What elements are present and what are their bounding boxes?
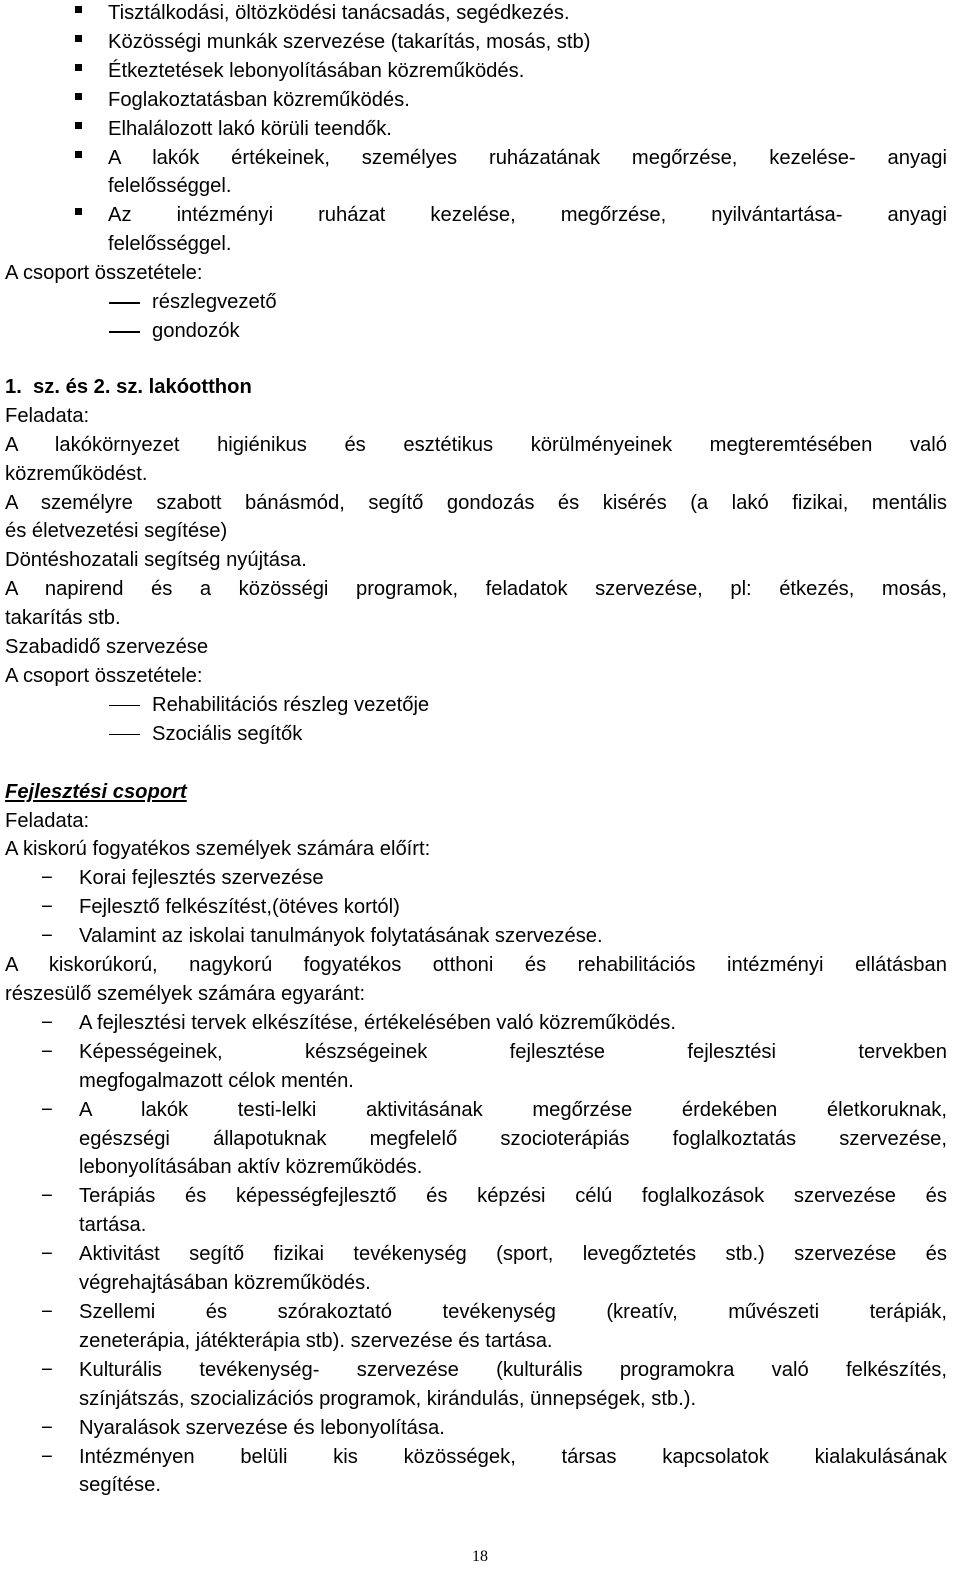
minus-bullet-icon: − — [41, 867, 53, 890]
list-item-text: Az intézményi ruházat kezelése, megőrzése, nyilvántartása- anyagi — [108, 204, 947, 227]
section-title: Fejlesztési csoport — [5, 780, 187, 803]
dash-bullet-icon — [109, 734, 140, 736]
list-item-text: Terápiás és képességfejlesztő és képzési célú foglalkozások szervezése és — [79, 1185, 947, 1208]
minus-bullet-icon: − — [41, 925, 53, 948]
list-item — [5, 1414, 947, 1443]
list-item — [5, 115, 947, 144]
list-item-text: Közösségi munkák szervezése (takarítás, mosás, stb) — [108, 30, 591, 53]
minus-bullet-icon: − — [41, 896, 53, 919]
square-bullet-icon — [75, 208, 82, 215]
minus-bullet-icon: − — [41, 1040, 53, 1063]
list-item — [5, 57, 947, 86]
list-item — [5, 1298, 947, 1327]
list-item-continuation: egészségi állapotuknak megfelelő szocioterápiás foglalkoztatás szervezése, — [79, 1127, 947, 1150]
paragraph-line: részesülő személyek számára egyaránt: — [5, 983, 366, 1005]
list-item-text: Étkeztetések lebonyolításában közreműködés. — [108, 59, 525, 82]
list-item — [5, 201, 947, 230]
list-item-text: Fejlesztő felkészítést,(ötéves kortól) — [79, 896, 400, 919]
minus-bullet-icon: − — [41, 1185, 53, 1208]
list-item-continuation: lebonyolításában aktív közreműködés. — [79, 1156, 423, 1179]
list-item-continuation: megfogalmazott célok mentén. — [79, 1069, 354, 1092]
group-composition-label: A csoport összetétele: — [5, 664, 203, 687]
list-item-continuation: zeneterápia, játékterápia stb). szervezése és tartása. — [79, 1329, 553, 1352]
member-text: Rehabilitációs részleg vezetője — [152, 693, 430, 716]
list-item-text: Aktivitást segítő fizikai tevékenység (sport, levegőztetés stb.) szervezése és — [79, 1243, 947, 1266]
list-item-text: Intézményen belüli kis közösségek, társas kapcsolatok kialakulásának — [79, 1445, 947, 1468]
list-item-text: Elhalálozott lakó körüli teendők. — [108, 117, 392, 140]
list-item — [5, 893, 947, 922]
list-item — [5, 1009, 947, 1038]
paragraph-line: Döntéshozatali segítség nyújtása. — [5, 549, 307, 572]
list-item-text: A fejlesztési tervek elkészítése, értékelésében való közreműködés. — [79, 1011, 676, 1034]
member-text: Szociális segítők — [152, 722, 303, 745]
list-item-text: Tisztálkodási, öltözködési tanácsadás, segédkezés. — [108, 2, 570, 24]
list-item — [5, 1096, 947, 1125]
paragraph-line: Szabadidő szervezése — [5, 636, 209, 659]
square-bullet-icon — [75, 151, 82, 158]
list-item — [5, 28, 947, 57]
paragraph-line: és életvezetési segítése) — [5, 520, 228, 543]
page-number: 18 — [472, 1548, 488, 1565]
member-item — [5, 317, 947, 346]
member-item — [5, 288, 947, 317]
list-item-continuation: felelősséggel. — [108, 233, 232, 256]
list-item — [5, 1038, 947, 1067]
square-bullet-icon — [75, 35, 82, 42]
paragraph-line: közreműködést. — [5, 462, 148, 485]
member-text: gondozók — [152, 319, 240, 342]
dash-bullet-icon — [109, 302, 140, 304]
square-bullet-icon — [75, 64, 82, 71]
minus-bullet-icon: − — [41, 1358, 53, 1381]
member-text: részlegvezető — [152, 291, 277, 314]
paragraph-line: A kiskorú fogyatékos személyek számára előírt: — [5, 838, 431, 861]
list-item — [5, 1182, 947, 1211]
minus-bullet-icon: − — [41, 1243, 53, 1266]
list-item — [5, 1443, 947, 1472]
member-item — [5, 720, 947, 749]
member-item — [5, 691, 947, 720]
paragraph-line: takarítás stb. — [5, 607, 121, 630]
dash-bullet-icon — [109, 705, 140, 707]
dash-bullet-icon — [109, 331, 140, 333]
list-item-continuation: végrehajtásában közreműködés. — [79, 1272, 371, 1295]
square-bullet-icon — [75, 6, 82, 13]
list-item — [5, 1356, 947, 1385]
list-item-text: A lakók értékeinek, személyes ruházatának megőrzése, kezelése- anyagi — [108, 146, 947, 169]
list-item-text: Nyaralások szervezése és lebonyolítása. — [79, 1416, 445, 1439]
minus-bullet-icon: − — [41, 1416, 53, 1439]
list-item — [5, 1240, 947, 1269]
list-item-continuation: segítése. — [79, 1474, 161, 1497]
list-item — [5, 86, 947, 115]
task-label: Feladata: — [5, 404, 90, 427]
list-item-continuation: felelősséggel. — [108, 175, 232, 198]
minus-bullet-icon: − — [41, 1098, 53, 1121]
paragraph-line: A személyre szabott bánásmód, segítő gondozás és kisérés (a lakó fizikai, mentális — [5, 491, 947, 514]
paragraph-line: A kiskorúkorú, nagykorú fogyatékos otthoni és rehabilitációs intézményi ellátásban — [5, 954, 947, 977]
list-item — [5, 922, 947, 951]
list-item-continuation: színjátszás, szocializációs programok, kirándulás, ünnepségek, stb.). — [79, 1387, 697, 1410]
list-item-text: Szellemi és szórakoztató tevékenység (kreatív, művészeti terápiák, — [79, 1300, 947, 1323]
document-page — [5, 0, 947, 1500]
minus-bullet-icon: − — [41, 1300, 53, 1323]
group-composition-label: A csoport összetétele: — [5, 262, 203, 285]
list-item-text: Valamint az iskolai tanulmányok folytatásának szervezése. — [79, 925, 603, 948]
top-bullet-list — [5, 0, 947, 259]
list-item-text: A lakók testi-lelki aktivitásának megőrzése érdekében életkoruknak, — [79, 1098, 947, 1121]
square-bullet-icon — [75, 93, 82, 100]
square-bullet-icon — [75, 122, 82, 129]
list-item — [5, 864, 947, 893]
list-item-text: Foglakoztatásban közreműködés. — [108, 88, 410, 111]
list-item — [5, 144, 947, 173]
paragraph-line: A napirend és a közösségi programok, feladatok szervezése, pl: étkezés, mosás, — [5, 578, 947, 601]
minus-bullet-icon: − — [41, 1445, 53, 1468]
list-item-text: Korai fejlesztés szervezése — [79, 867, 324, 890]
list-item — [5, 0, 947, 28]
list-item-text: Képességeinek, készségeinek fejlesztése fejlesztési tervekben — [79, 1040, 947, 1063]
list-item-continuation: tartása. — [79, 1214, 147, 1237]
section-title: 1. sz. és 2. sz. lakóotthon — [5, 375, 252, 398]
list-item-text: Kulturális tevékenység- szervezése (kulturális programokra való felkészítés, — [79, 1358, 947, 1381]
task-label: Feladata: — [5, 809, 90, 832]
minus-bullet-icon: − — [41, 1011, 53, 1034]
paragraph-line: A lakókörnyezet higiénikus és esztétikus körülményeinek megteremtésében való — [5, 433, 947, 456]
